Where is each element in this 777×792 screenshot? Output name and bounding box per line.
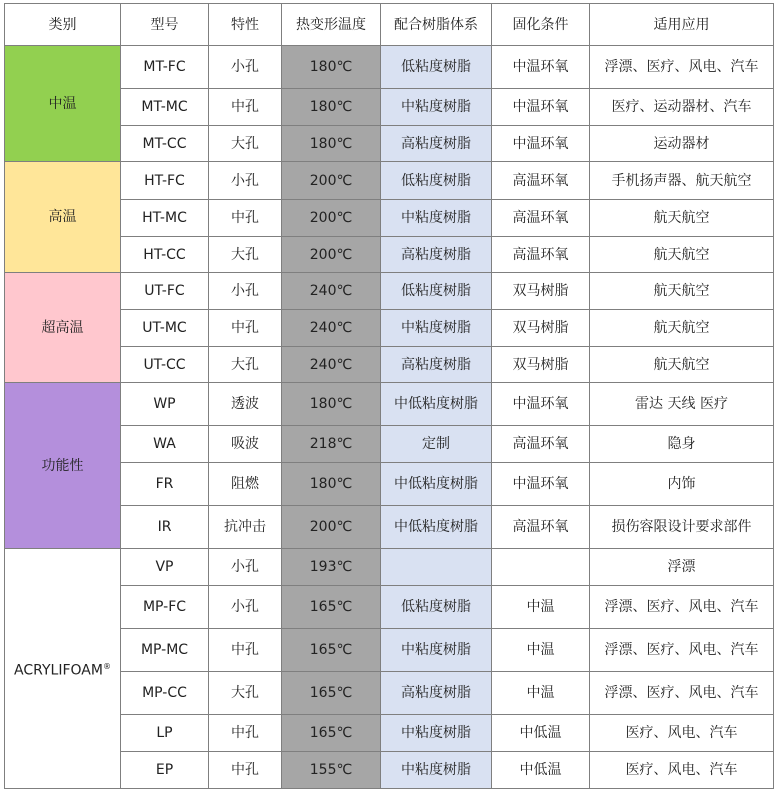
header-category: 类别 xyxy=(5,4,121,46)
heat-deflection-temp-cell: 165℃ xyxy=(282,586,381,629)
cure-condition-cell: 高温环氧 xyxy=(492,162,590,200)
resin-system-cell: 中粘度树脂 xyxy=(381,715,492,752)
category-cell xyxy=(5,383,121,549)
heat-deflection-temp-cell: 180℃ xyxy=(282,89,381,126)
table-body xyxy=(5,46,774,789)
model-cell: IR xyxy=(121,506,209,549)
spec-table xyxy=(4,3,774,789)
registered-mark: ® xyxy=(102,661,111,671)
category-cell xyxy=(5,46,121,162)
application-cell: 医疗、风电、汽车 xyxy=(590,715,774,752)
feature-cell: 透波 xyxy=(209,383,282,426)
cure-condition-cell: 中温环氧 xyxy=(492,89,590,126)
application-cell: 航天航空 xyxy=(590,310,774,347)
feature-cell: 中孔 xyxy=(209,752,282,789)
table-row xyxy=(5,549,774,586)
application-cell: 浮漂、医疗、风电、汽车 xyxy=(590,46,774,89)
feature-cell: 小孔 xyxy=(209,586,282,629)
cure-condition-cell: 中温环氧 xyxy=(492,126,590,162)
table-row xyxy=(5,126,774,162)
heat-deflection-temp-cell: 218℃ xyxy=(282,426,381,463)
feature-cell: 吸波 xyxy=(209,426,282,463)
header-heat-deflection-temp: 热变形温度 xyxy=(282,4,381,46)
cure-condition-cell: 双马树脂 xyxy=(492,310,590,347)
resin-system-cell xyxy=(381,549,492,586)
table-row xyxy=(5,506,774,549)
feature-cell: 阻燃 xyxy=(209,463,282,506)
cure-condition-cell: 高温环氧 xyxy=(492,237,590,273)
header-resin-system: 配合树脂体系 xyxy=(381,4,492,46)
resin-system-cell: 中低粘度树脂 xyxy=(381,383,492,426)
cure-condition-cell: 高温环氧 xyxy=(492,506,590,549)
table-row xyxy=(5,89,774,126)
model-cell: FR xyxy=(121,463,209,506)
cure-condition-cell: 中温 xyxy=(492,629,590,672)
cure-condition-cell: 中温 xyxy=(492,672,590,715)
cure-condition-cell: 高温环氧 xyxy=(492,200,590,237)
cure-condition-cell: 高温环氧 xyxy=(492,426,590,463)
application-cell: 航天航空 xyxy=(590,273,774,310)
category-label: ACRYLIFOAM xyxy=(14,662,103,679)
resin-system-cell: 中粘度树脂 xyxy=(381,200,492,237)
application-cell: 浮漂、医疗、风电、汽车 xyxy=(590,629,774,672)
application-cell: 损伤容限设计要求部件 xyxy=(590,506,774,549)
header-feature: 特性 xyxy=(209,4,282,46)
application-cell: 雷达 天线 医疗 xyxy=(590,383,774,426)
resin-system-cell: 高粘度树脂 xyxy=(381,237,492,273)
application-cell: 航天航空 xyxy=(590,200,774,237)
table-row xyxy=(5,463,774,506)
heat-deflection-temp-cell: 180℃ xyxy=(282,126,381,162)
heat-deflection-temp-cell: 240℃ xyxy=(282,310,381,347)
cure-condition-cell xyxy=(492,549,590,586)
resin-system-cell: 高粘度树脂 xyxy=(381,672,492,715)
cure-condition-cell: 中低温 xyxy=(492,752,590,789)
model-cell: MP-CC xyxy=(121,672,209,715)
table-row xyxy=(5,672,774,715)
resin-system-cell: 低粘度树脂 xyxy=(381,46,492,89)
table-row xyxy=(5,46,774,89)
cure-condition-cell: 中温环氧 xyxy=(492,463,590,506)
table-row xyxy=(5,426,774,463)
heat-deflection-temp-cell: 155℃ xyxy=(282,752,381,789)
model-cell: MP-MC xyxy=(121,629,209,672)
model-cell: MT-MC xyxy=(121,89,209,126)
application-cell: 医疗、运动器材、汽车 xyxy=(590,89,774,126)
feature-cell: 中孔 xyxy=(209,200,282,237)
heat-deflection-temp-cell: 165℃ xyxy=(282,672,381,715)
heat-deflection-temp-cell: 165℃ xyxy=(282,629,381,672)
resin-system-cell: 低粘度树脂 xyxy=(381,162,492,200)
model-cell: LP xyxy=(121,715,209,752)
category-label: 超高温 xyxy=(41,319,84,336)
resin-system-cell: 中粘度树脂 xyxy=(381,310,492,347)
heat-deflection-temp-cell: 200℃ xyxy=(282,200,381,237)
resin-system-cell: 低粘度树脂 xyxy=(381,273,492,310)
application-cell: 内饰 xyxy=(590,463,774,506)
model-cell: MT-FC xyxy=(121,46,209,89)
heat-deflection-temp-cell: 200℃ xyxy=(282,237,381,273)
application-cell: 医疗、风电、汽车 xyxy=(590,752,774,789)
category-label: 高温 xyxy=(48,209,77,225)
model-cell: UT-CC xyxy=(121,347,209,383)
application-cell: 航天航空 xyxy=(590,347,774,383)
model-cell: VP xyxy=(121,549,209,586)
application-cell: 浮漂、医疗、风电、汽车 xyxy=(590,586,774,629)
cure-condition-cell: 双马树脂 xyxy=(492,347,590,383)
heat-deflection-temp-cell: 240℃ xyxy=(282,273,381,310)
model-cell: UT-FC xyxy=(121,273,209,310)
model-cell: HT-MC xyxy=(121,200,209,237)
heat-deflection-temp-cell: 180℃ xyxy=(282,463,381,506)
category-label: 中温 xyxy=(48,95,77,112)
category-label: 功能性 xyxy=(41,457,84,474)
resin-system-cell: 中低粘度树脂 xyxy=(381,506,492,549)
model-cell: MP-FC xyxy=(121,586,209,629)
resin-system-cell: 中低粘度树脂 xyxy=(381,463,492,506)
feature-cell: 大孔 xyxy=(209,237,282,273)
feature-cell: 小孔 xyxy=(209,549,282,586)
heat-deflection-temp-cell: 200℃ xyxy=(282,506,381,549)
application-cell: 隐身 xyxy=(590,426,774,463)
model-cell: WA xyxy=(121,426,209,463)
table-row xyxy=(5,237,774,273)
resin-system-cell: 高粘度树脂 xyxy=(381,347,492,383)
feature-cell: 小孔 xyxy=(209,162,282,200)
category-cell xyxy=(5,549,121,789)
resin-system-cell: 中粘度树脂 xyxy=(381,89,492,126)
feature-cell: 中孔 xyxy=(209,310,282,347)
resin-system-cell: 低粘度树脂 xyxy=(381,586,492,629)
model-cell: UT-MC xyxy=(121,310,209,347)
feature-cell: 中孔 xyxy=(209,629,282,672)
feature-cell: 大孔 xyxy=(209,347,282,383)
header-application: 适用应用 xyxy=(590,4,774,46)
heat-deflection-temp-cell: 180℃ xyxy=(282,383,381,426)
model-cell: HT-FC xyxy=(121,162,209,200)
cure-condition-cell: 中低温 xyxy=(492,715,590,752)
model-cell: HT-CC xyxy=(121,237,209,273)
application-cell: 浮漂、医疗、风电、汽车 xyxy=(590,672,774,715)
header-cure-condition: 固化条件 xyxy=(492,4,590,46)
feature-cell: 大孔 xyxy=(209,672,282,715)
table-row xyxy=(5,629,774,672)
heat-deflection-temp-cell: 200℃ xyxy=(282,162,381,200)
heat-deflection-temp-cell: 240℃ xyxy=(282,347,381,383)
heat-deflection-temp-cell: 180℃ xyxy=(282,46,381,89)
cure-condition-cell: 双马树脂 xyxy=(492,273,590,310)
application-cell: 手机扬声器、航天航空 xyxy=(590,162,774,200)
header-model: 型号 xyxy=(121,4,209,46)
header-row xyxy=(5,4,774,46)
table-row xyxy=(5,273,774,310)
model-cell: EP xyxy=(121,752,209,789)
feature-cell: 大孔 xyxy=(209,126,282,162)
table-row xyxy=(5,200,774,237)
feature-cell: 小孔 xyxy=(209,273,282,310)
table-row xyxy=(5,715,774,752)
category-cell xyxy=(5,273,121,383)
category-cell xyxy=(5,162,121,273)
resin-system-cell: 中粘度树脂 xyxy=(381,629,492,672)
resin-system-cell: 中粘度树脂 xyxy=(381,752,492,789)
application-cell: 浮漂 xyxy=(590,549,774,586)
table-row xyxy=(5,752,774,789)
table-row xyxy=(5,586,774,629)
table-row xyxy=(5,347,774,383)
resin-system-cell: 定制 xyxy=(381,426,492,463)
feature-cell: 中孔 xyxy=(209,89,282,126)
table-row xyxy=(5,383,774,426)
table-row xyxy=(5,162,774,200)
application-cell: 航天航空 xyxy=(590,237,774,273)
feature-cell: 中孔 xyxy=(209,715,282,752)
table-row xyxy=(5,310,774,347)
cure-condition-cell: 中温环氧 xyxy=(492,383,590,426)
application-cell: 运动器材 xyxy=(590,126,774,162)
heat-deflection-temp-cell: 165℃ xyxy=(282,715,381,752)
model-cell: WP xyxy=(121,383,209,426)
feature-cell: 小孔 xyxy=(209,46,282,89)
cure-condition-cell: 中温 xyxy=(492,586,590,629)
feature-cell: 抗冲击 xyxy=(209,506,282,549)
model-cell: MT-CC xyxy=(121,126,209,162)
cure-condition-cell: 中温环氧 xyxy=(492,46,590,89)
heat-deflection-temp-cell: 193℃ xyxy=(282,549,381,586)
resin-system-cell: 高粘度树脂 xyxy=(381,126,492,162)
